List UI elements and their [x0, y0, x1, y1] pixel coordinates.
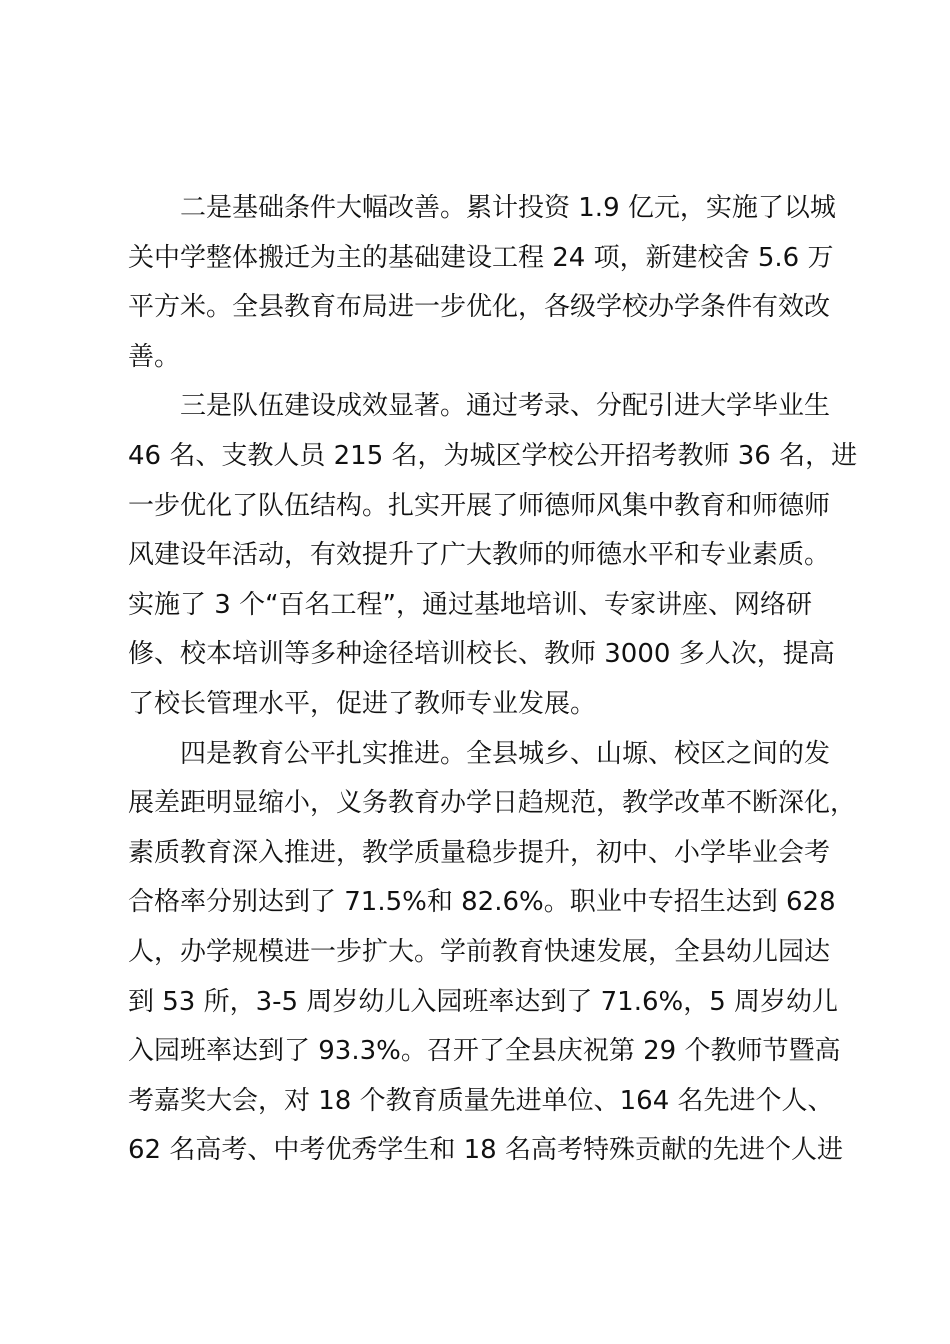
document-body: [128, 184, 858, 1176]
paragraph-staff: [128, 382, 858, 729]
text-line: 了校长管理水平，促进了教师专业发展。: [128, 688, 597, 719]
text-line: 入园班率达到了 93.3%。召开了全县庆祝第 29 个教师节暨高: [128, 1036, 841, 1067]
text-line: 合格率分别达到了 71.5%和 82.6%。职业中专招生达到 628: [128, 887, 836, 918]
text-line: 一步优化了队伍结构。扎实开展了师德师风集中教育和师德师: [128, 490, 831, 521]
text-line: 46 名、支教人员 215 名，为城区学校公开招考教师 36 名，进: [128, 440, 858, 471]
text-line: 二是基础条件大幅改善。累计投资 1.9 亿元，实施了以城: [180, 193, 836, 223]
text-line: 三是队伍建设成效显著。通过考录、分配引进大学毕业生: [180, 391, 831, 422]
text-line: 修、校本培训等多种途径培训校长、教师 3000 多人次，提高: [128, 639, 835, 670]
text-line: 实施了 3 个“百名工程”，通过基地培训、专家讲座、网络研: [128, 589, 813, 620]
text-line: 考嘉奖大会，对 18 个教育质量先进单位、164 名先进个人、: [128, 1085, 834, 1116]
text-line: 平方米。全县教育布局进一步优化，各级学校办学条件有效改: [128, 292, 831, 323]
paragraph-infrastructure: [128, 184, 838, 382]
text-line: 关中学整体搬迁为主的基础建设工程 24 项，新建校舍 5.6 万: [128, 242, 834, 273]
text-line: 素质教育深入推进，教学质量稳步提升，初中、小学毕业会考: [128, 837, 831, 868]
text-line: 展差距明显缩小，义务教育办学日趋规范，教学改革不断深化，: [128, 788, 857, 819]
text-line: 62 名高考、中考优秀学生和 18 名高考特殊贡献的先进个人进: [128, 1135, 843, 1166]
text-line: 善。: [128, 341, 181, 372]
text-line: 风建设年活动，有效提升了广大教师的师德水平和专业素质。: [128, 540, 831, 571]
text-line: 到 53 所，3-5 周岁幼儿入园班率达到了 71.6%，5 周岁幼儿: [128, 986, 839, 1017]
text-line: 人，办学规模进一步扩大。学前教育快速发展，全县幼儿园达: [128, 936, 831, 967]
text-line: 四是教育公平扎实推进。全县城乡、山塬、校区之间的发: [180, 738, 831, 769]
paragraph-equity: [128, 730, 857, 1176]
